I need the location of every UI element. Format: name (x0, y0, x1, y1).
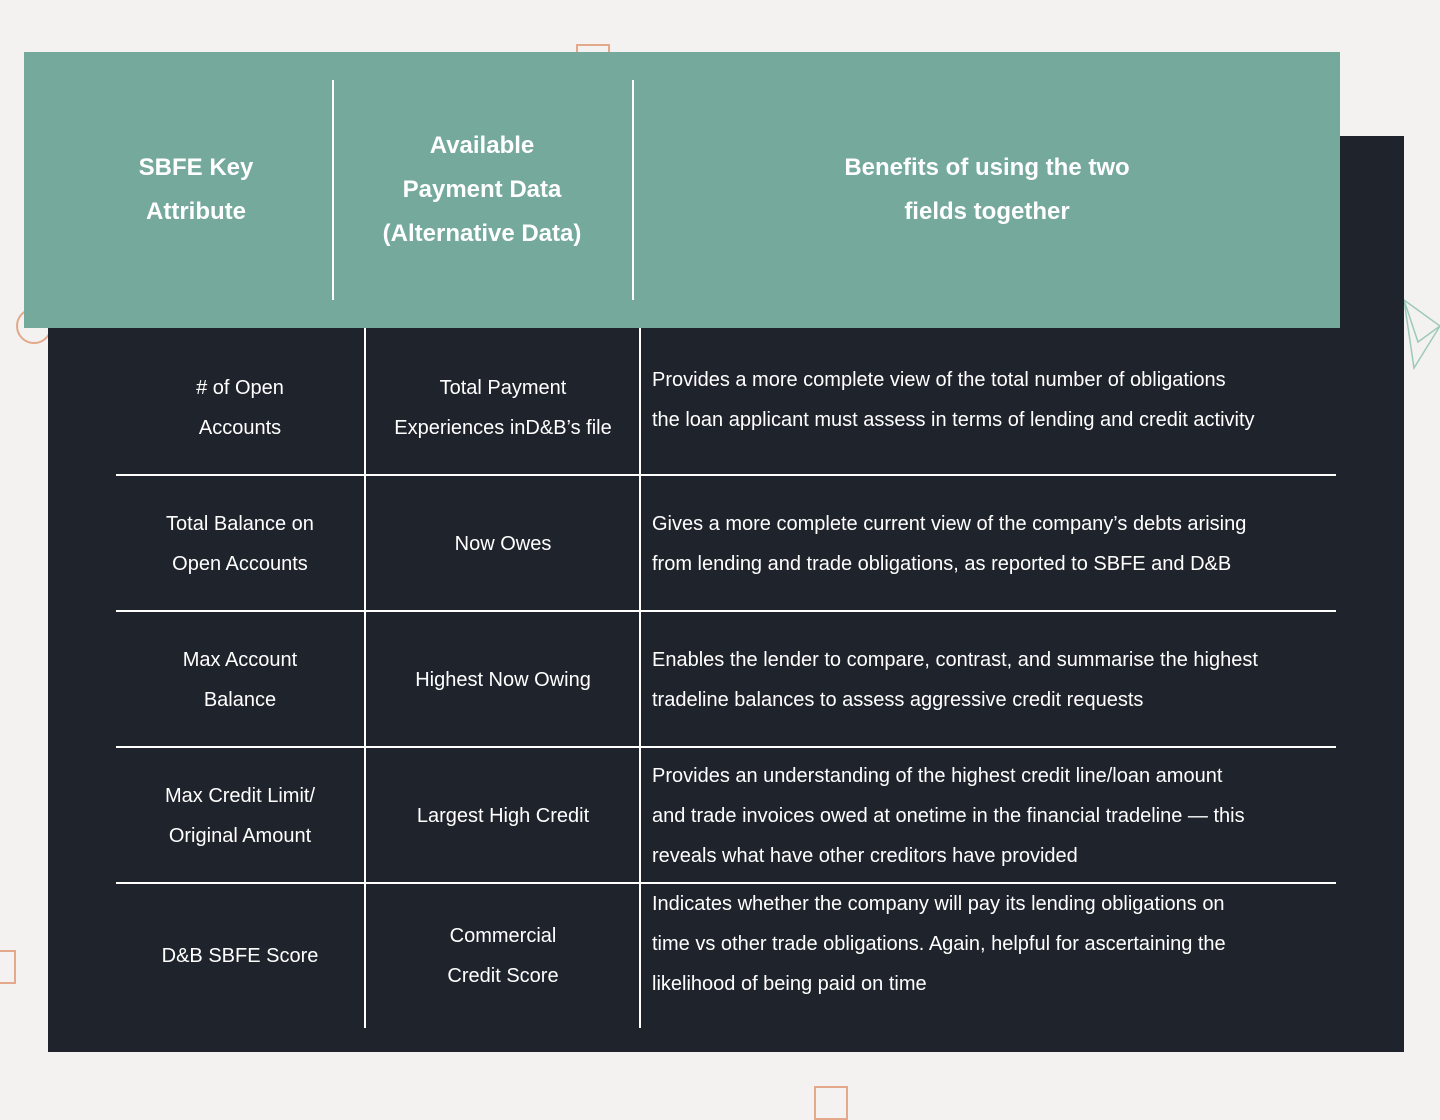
table-row (116, 340, 1336, 476)
cell-text-line: Open Accounts (172, 553, 308, 575)
cell-text-line: Balance (203, 689, 277, 711)
header-text-line: (Alternative Data) (382, 220, 582, 247)
cell-text-line: Now Owes (454, 533, 552, 555)
cell-text-line: reveals what have other creditors have provided (652, 845, 1078, 867)
cell-benefit (652, 476, 1336, 612)
cell-text-line: Total Balance on (166, 513, 314, 535)
table-row (116, 612, 1336, 748)
decorative-triangle-icon (1400, 290, 1440, 380)
cell-payment-data (366, 476, 640, 612)
cell-text-line: Provides an understanding of the highest credit line/loan amount (652, 765, 1223, 787)
cell-sbfe-attribute (116, 748, 364, 884)
cell-text-line: the loan applicant must assess in terms of lending and credit activity (652, 409, 1255, 431)
header-text-line: SBFE Key (138, 154, 254, 181)
cell-payment-data (366, 884, 640, 1028)
cell-text-line: time vs other trade obligations. Again, helpful for ascertaining the (652, 933, 1226, 955)
cell-text-line: Accounts (198, 417, 282, 439)
header-available-payment-data (334, 52, 630, 328)
cell-text-line: Experiences inD&B’s file (394, 417, 612, 439)
cell-payment-data (366, 612, 640, 748)
cell-benefit (652, 612, 1336, 748)
header-text-line: Attribute (146, 198, 246, 225)
cell-text-line: Gives a more complete current view of the company’s debts arising (652, 513, 1247, 535)
header-text-line: Available (429, 132, 535, 159)
cell-text-line: D&B SBFE Score (161, 945, 319, 967)
cell-text-line: Max Credit Limit/ (164, 785, 316, 807)
cell-payment-data (366, 748, 640, 884)
table-header (24, 52, 1340, 328)
cell-sbfe-attribute (116, 476, 364, 612)
table-row (116, 748, 1336, 884)
cell-text-line: from lending and trade obligations, as reported to SBFE and D&B (652, 553, 1232, 575)
decorative-square (814, 1086, 848, 1120)
cell-text-line: Credit Score (447, 965, 559, 987)
cell-text-line: Enables the lender to compare, contrast, and summarise the highest (652, 649, 1258, 671)
cell-text-line: Indicates whether the company will pay its lending obligations on (652, 893, 1225, 915)
cell-text-line: Total Payment (439, 377, 567, 399)
cell-text-line: and trade invoices owed at onetime in the financial tradeline — this (652, 805, 1245, 827)
table-row (116, 476, 1336, 612)
header-benefits (634, 52, 1340, 328)
cell-sbfe-attribute (116, 884, 364, 1028)
cell-text-line: # of Open (196, 377, 284, 399)
cell-payment-data (366, 340, 640, 476)
cell-text-line: Highest Now Owing (415, 669, 591, 691)
decorative-square (0, 950, 16, 984)
cell-sbfe-attribute (116, 340, 364, 476)
cell-benefit (652, 884, 1336, 1028)
table-row (116, 884, 1336, 1028)
header-text-line: fields together (904, 198, 1070, 225)
column-divider (364, 328, 366, 1028)
header-text-line: Benefits of using the two (844, 154, 1130, 181)
header-sbfe-key-attribute (24, 52, 368, 328)
cell-text-line: Largest High Credit (416, 805, 590, 827)
cell-text-line: likelihood of being paid on time (652, 973, 927, 995)
cell-benefit (652, 340, 1336, 476)
cell-text-line: Provides a more complete view of the total number of obligations (652, 369, 1226, 391)
column-divider (639, 328, 641, 1028)
cell-text-line: Original Amount (168, 825, 312, 847)
cell-sbfe-attribute (116, 612, 364, 748)
cell-text-line: Max Account (182, 649, 298, 671)
cell-benefit (652, 748, 1336, 884)
cell-text-line: Commercial (449, 925, 557, 947)
cell-text-line: tradeline balances to assess aggressive credit requests (652, 689, 1144, 711)
header-text-line: Payment Data (402, 176, 562, 203)
